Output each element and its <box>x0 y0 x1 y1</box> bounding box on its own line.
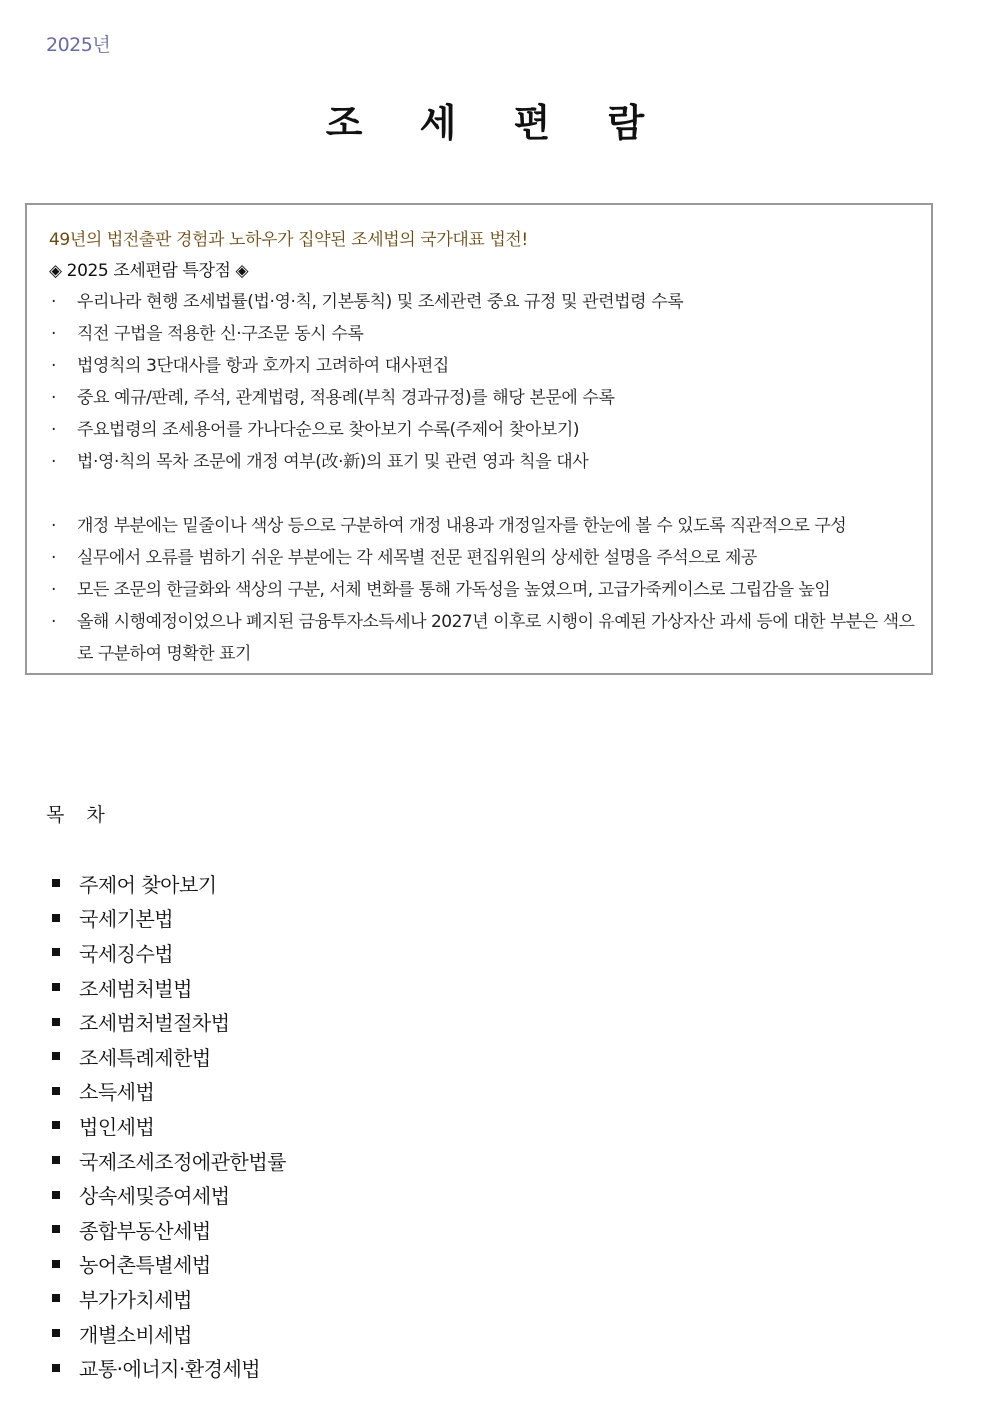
square-bullet-icon <box>52 983 60 991</box>
square-bullet-icon <box>52 1087 60 1095</box>
feature-text: 개정 부분에는 밑줄이나 색상 등으로 구분하여 개정 내용과 개정일자를 한눈에 볼 수 있도록 직관적으로 구성 <box>77 516 847 536</box>
bullet-dot: · <box>51 452 57 472</box>
feature-item <box>49 446 919 478</box>
toc-item <box>52 1177 286 1212</box>
square-bullet-icon <box>52 1121 60 1129</box>
toc-item-label: 농어촌특별세법 <box>79 1253 211 1278</box>
toc-item <box>52 1316 286 1351</box>
feature-text: 모든 조문의 한글화와 색상의 구분, 서체 변화를 통해 가독성을 높였으며, 고급가죽케이스로 그립감을 높임 <box>77 580 831 600</box>
features-list-1 <box>49 286 919 478</box>
toc-item <box>52 901 286 936</box>
square-bullet-icon <box>52 1329 60 1337</box>
toc-item-label: 교통·에너지·환경세법 <box>79 1357 261 1382</box>
feature-text: 주요법령의 조세용어를 가나다순으로 찾아보기 수록(주제어 찾아보기) <box>77 420 580 440</box>
toc-item <box>52 1212 286 1247</box>
bullet-dot: · <box>51 516 56 536</box>
toc-item <box>52 970 286 1005</box>
toc-item-label: 법인세법 <box>79 1114 155 1139</box>
toc-item <box>52 1350 286 1385</box>
toc-item <box>52 866 286 901</box>
toc-item-label: 조세범처벌법 <box>79 976 192 1001</box>
bullet-dot: · <box>51 548 56 568</box>
toc-item-label: 조세범처벌절차법 <box>79 1011 230 1036</box>
features-list-2 <box>49 510 921 670</box>
bullet-dot: · <box>51 388 57 408</box>
toc-item <box>52 1247 286 1282</box>
toc-heading: 목 차 <box>46 804 113 826</box>
feature-text: 법·영·칙의 목차 조문에 개정 여부(改·新)의 표기 및 관련 영과 칙을 대사 <box>77 452 589 472</box>
square-bullet-icon <box>52 1018 60 1026</box>
toc-item-label: 부가가치세법 <box>79 1287 192 1312</box>
toc-item-label: 소득세법 <box>79 1080 155 1105</box>
toc-list <box>52 866 286 1385</box>
square-bullet-icon <box>52 1294 60 1302</box>
toc-item <box>52 1074 286 1109</box>
square-bullet-icon <box>52 1052 60 1060</box>
toc-item <box>52 1004 286 1039</box>
toc-item <box>52 935 286 970</box>
year-label: 2025년 <box>46 34 111 56</box>
bullet-dot: · <box>51 580 56 600</box>
bullet-dot: · <box>51 324 57 344</box>
square-bullet-icon <box>52 914 60 922</box>
toc-item-label: 상속세및증여세법 <box>79 1184 230 1209</box>
features-heading: ◈ 2025 조세편람 특장점 ◈ <box>49 261 249 281</box>
toc-item-label: 주제어 찾아보기 <box>79 872 217 897</box>
toc-item <box>52 1281 286 1316</box>
feature-text: 올해 시행예정이었으나 폐지된 금융투자소득세나 2027년 이후로 시행이 유예된 가상자산 과세 등에 대한 부분은 색으로 구분하여 명확한 표기 <box>77 612 915 664</box>
toc-item <box>52 1143 286 1178</box>
square-bullet-icon <box>52 948 60 956</box>
feature-item <box>49 606 921 670</box>
toc-item-label: 조세특례제한법 <box>79 1045 211 1070</box>
toc-item-label: 개별소비세법 <box>79 1322 192 1347</box>
toc-item <box>52 1108 286 1143</box>
page-title: 조 세 편 람 <box>325 101 667 145</box>
toc-item <box>52 1039 286 1074</box>
toc-item-label: 국세기본법 <box>79 907 174 932</box>
square-bullet-icon <box>52 1260 60 1268</box>
square-bullet-icon <box>52 1225 60 1233</box>
feature-item <box>49 350 919 382</box>
feature-item <box>49 382 919 414</box>
feature-text: 실무에서 오류를 범하기 쉬운 부분에는 각 세목별 전문 편집위원의 상세한 설명을 주석으로 제공 <box>77 548 757 568</box>
bullet-dot: · <box>51 292 57 312</box>
feature-item <box>49 574 921 606</box>
intro-text: 49년의 법전출판 경험과 노하우가 집약된 조세법의 국가대표 법전! <box>49 230 528 250</box>
bullet-dot: · <box>51 356 57 376</box>
feature-text: 우리나라 현행 조세법률(법·영·칙, 기본통칙) 및 조세관련 중요 규정 및 관련법령 수록 <box>77 292 684 312</box>
feature-item <box>49 510 921 542</box>
square-bullet-icon <box>52 1364 60 1372</box>
feature-text: 직전 구법을 적용한 신·구조문 동시 수록 <box>77 324 364 344</box>
toc-item-label: 국제조세조정에관한법률 <box>79 1149 287 1174</box>
feature-item <box>49 318 919 350</box>
feature-text: 중요 예규/판례, 주석, 관계법령, 적용례(부칙 경과규정)를 해당 본문에 수록 <box>77 388 615 408</box>
bullet-dot: · <box>51 420 57 440</box>
bullet-dot: · <box>51 612 56 632</box>
feature-item <box>49 286 919 318</box>
toc-item-label: 국세징수법 <box>79 941 174 966</box>
feature-text: 법영칙의 3단대사를 항과 호까지 고려하여 대사편집 <box>77 356 449 376</box>
square-bullet-icon <box>52 879 60 887</box>
square-bullet-icon <box>52 1191 60 1199</box>
features-box <box>25 203 933 675</box>
feature-item <box>49 542 921 574</box>
feature-item <box>49 414 919 446</box>
square-bullet-icon <box>52 1156 60 1164</box>
toc-item-label: 종합부동산세법 <box>79 1218 211 1243</box>
